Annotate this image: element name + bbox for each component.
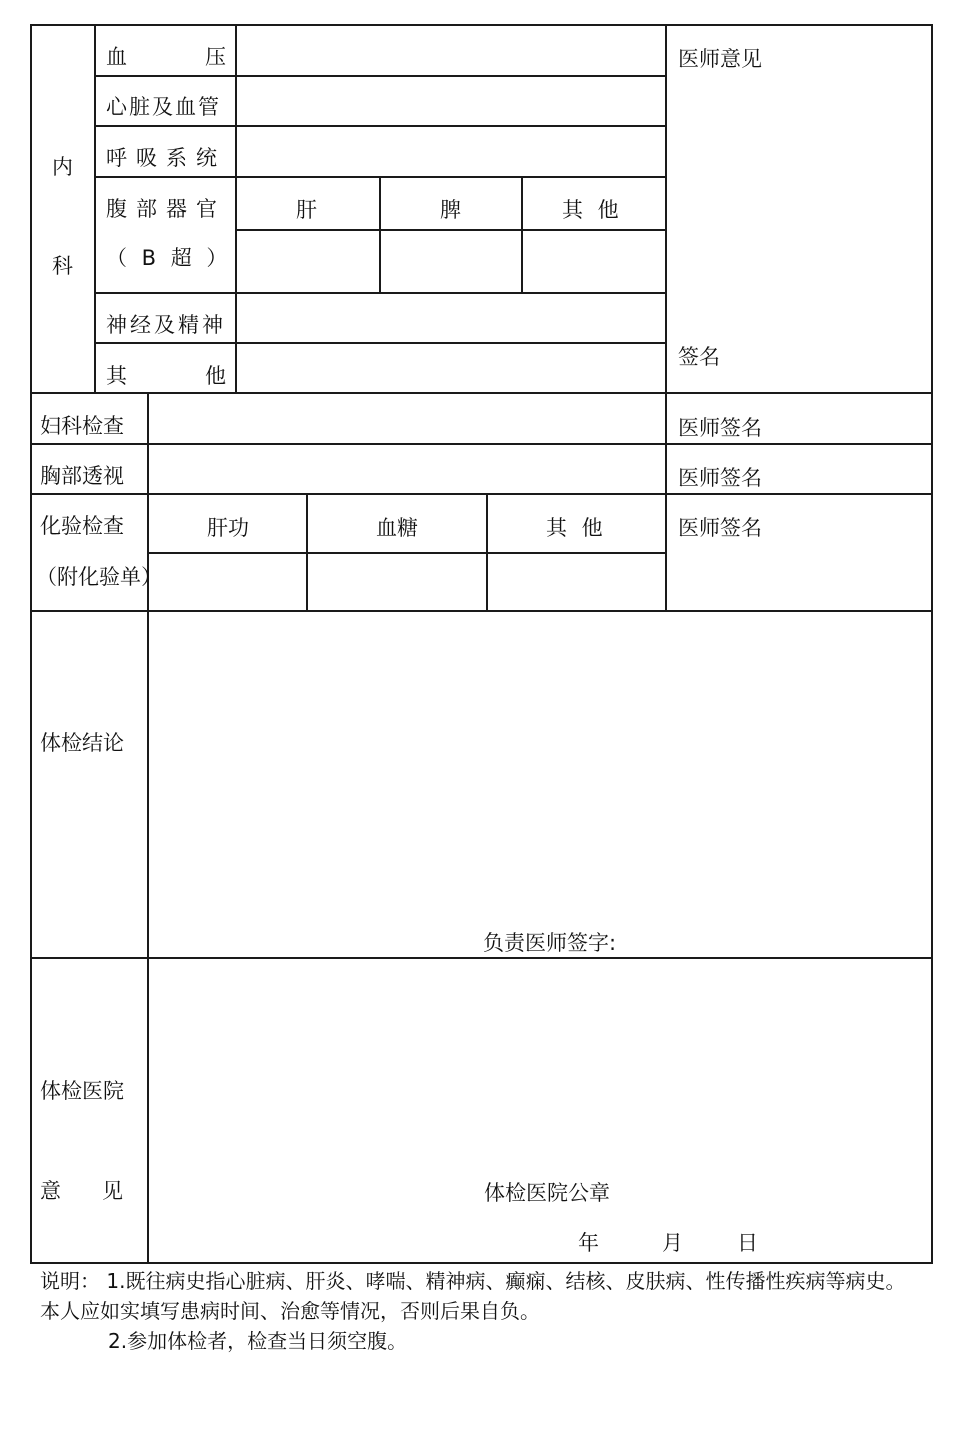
notes-line-1: 说明： 1.既往病史指心脏病、肝炎、哮喘、精神病、癫痫、结核、皮肤病、性传播性疾病等病史。 [40,1269,906,1293]
abdomen-col-divider-1 [379,176,381,293]
opinion-column-divider [665,24,667,612]
lab-header-other: 其 他 [546,516,607,540]
doctor-opinion-label: 医师意见 [678,47,762,71]
blood-pressure-label-b: 压 [205,45,226,69]
neuro-label: 神经及精神 [106,313,226,337]
im-other-label-a: 其 [106,364,127,388]
lab-header-line [147,552,665,554]
blood-pressure-label-a: 血 [106,45,127,69]
hospital-seal-label: 体检医院公章 [484,1181,610,1205]
im-other-label-b: 他 [205,364,226,388]
gynecology-doctor-signature: 医师签名 [678,416,762,440]
date-year-label: 年 [578,1231,599,1255]
abdomen-other-header: 其 他 [562,198,623,222]
gyn-bottom-line [30,443,933,445]
abdomen-header-line [235,229,665,231]
conclusion-label: 体检结论 [40,731,124,755]
im-row-line-2 [94,125,665,127]
conclusion-bottom-line [30,957,933,959]
im-bottom-line [30,392,933,394]
responsible-doctor-signature-label: 负责医师签字: [483,931,617,955]
im-row-line-1 [94,75,665,77]
im-row-line-3 [94,176,665,178]
im-signature-label: 签名 [678,345,720,369]
lab-label: 化验检查 [40,514,124,538]
lab-sublabel: （附化验单） [36,565,162,589]
im-label-divider [235,24,237,394]
b-ultrasound-label: （ B 超 ） [106,246,232,270]
im-section-divider [94,24,96,394]
notes-line-2: 本人应如实填写患病时间、治愈等情况，否则后果自负。 [40,1299,540,1323]
abdomen-col-divider-2 [521,176,523,293]
gynecology-label: 妇科检查 [40,414,124,438]
abdomen-label: 腹部器官 [106,197,226,221]
respiratory-label: 呼吸系统 [106,146,226,170]
im-section-label-1: 内 [52,155,73,179]
hospital-opinion-label-2a: 意 [40,1179,61,1203]
frame-bottom-line [30,1262,933,1264]
lab-header-liver-function: 肝功 [207,516,249,540]
chest-bottom-line [30,493,933,495]
im-row-line-4 [94,292,665,294]
frame-left-line [30,24,32,1264]
spleen-header: 脾 [440,198,461,222]
lab-doctor-signature: 医师签名 [678,516,762,540]
heart-label: 心脏及血管 [106,95,221,119]
lab-header-blood-sugar: 血糖 [376,516,418,540]
liver-header: 肝 [296,198,317,222]
frame-right-line [931,24,933,1264]
date-month-label: 月 [662,1231,683,1255]
lower-label-divider [147,392,149,1263]
date-day-label: 日 [737,1231,758,1255]
frame-top-line [30,24,933,26]
chest-label: 胸部透视 [40,464,124,488]
im-row-line-5 [94,342,665,344]
hospital-opinion-label-2b: 见 [102,1179,123,1203]
notes-line-3: 2.参加体检者，检查当日须空腹。 [108,1329,408,1353]
hospital-opinion-label-1: 体检医院 [40,1079,124,1103]
chest-doctor-signature: 医师签名 [678,466,762,490]
im-section-label-2: 科 [52,254,73,278]
lab-bottom-line [30,610,933,612]
